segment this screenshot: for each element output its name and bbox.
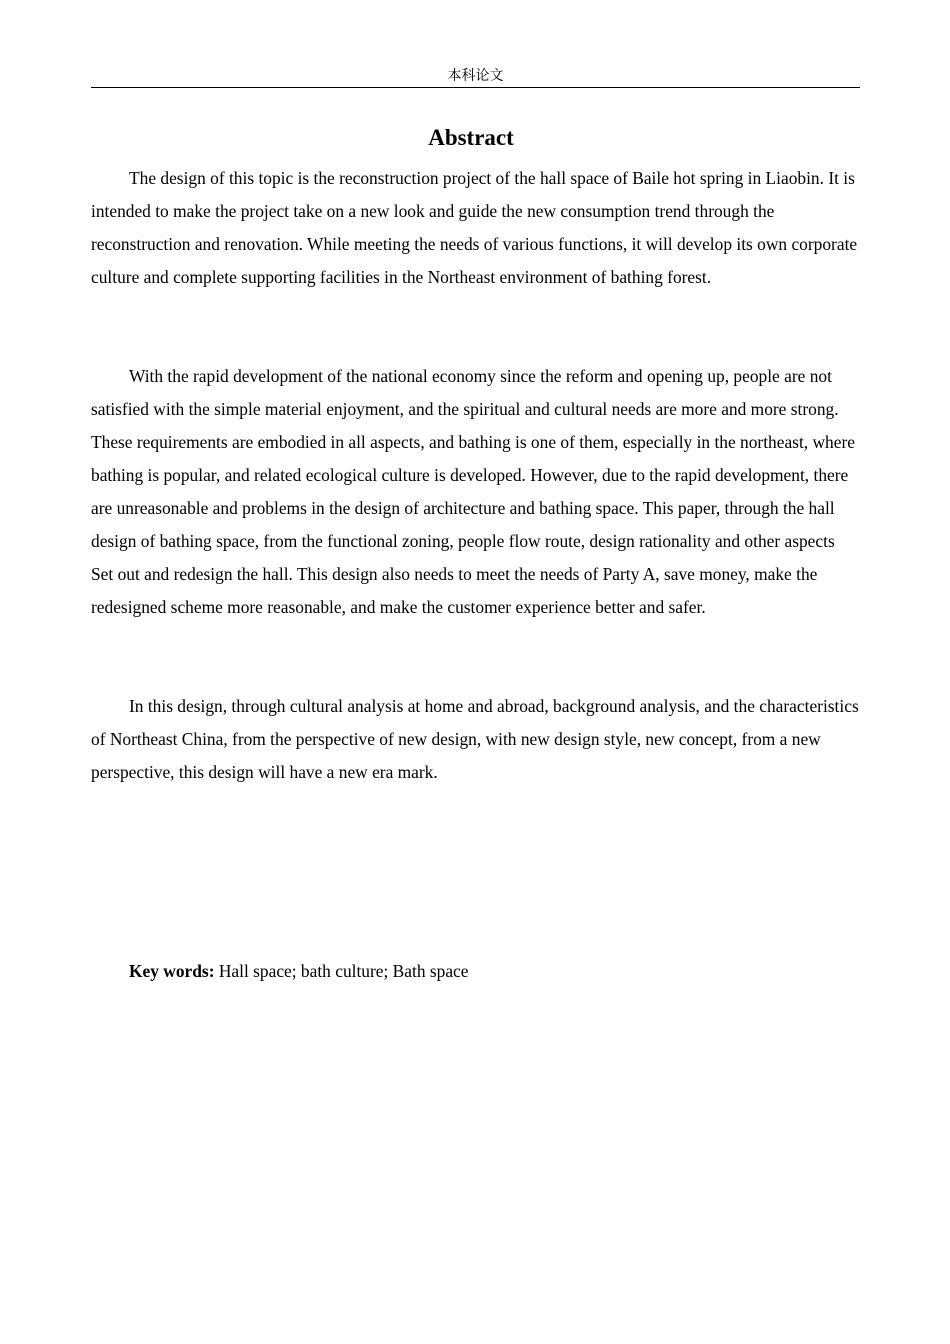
running-header: 本科论文 (447, 69, 504, 84)
abstract-paragraph-1: The design of this topic is the reconstruction project of the hall space of Baile hot spring in Liaobin. It is intended to make the project take on a new look and guide the new consumption trend through the reconstruction and renovation. While meeting the needs of various functions, it will develop its own corporate culture and complete supporting facilities in the Northeast environment of bathing forest. (91, 168, 858, 287)
keywords-line (91, 955, 860, 988)
header-rule (91, 87, 860, 88)
keywords-value: Hall space; bath culture; Bath space (214, 961, 469, 981)
abstract-paragraph-3: In this design, through cultural analysis at home and abroad, background analysis, and the characteristics of Northeast China, from the perspective of new design, with new design style, new concept, from a new perspective, this design will have a new era mark. (91, 696, 859, 782)
keywords-label: Key words: (129, 961, 215, 981)
abstract-title: Abstract (428, 125, 514, 150)
abstract-paragraph-2: With the rapid development of the national economy since the reform and opening up, people are not satisfied with the simple material enjoyment, and the spiritual and cultural needs are more and more strong. These requirements are embodied in all aspects, and bathing is one of them, especially in the northeast, where bathing is popular, and related ecological culture is developed. However, due to the rapid development, there are unreasonable and problems in the design of architecture and bathing space. This paper, through the hall design of bathing space, from the functional zoning, people flow route, design rationality and other aspects Set out and redesign the hall. This design also needs to meet the needs of Party A, save money, make the redesigned scheme more reasonable, and make the customer experience better and safer. (91, 366, 855, 617)
